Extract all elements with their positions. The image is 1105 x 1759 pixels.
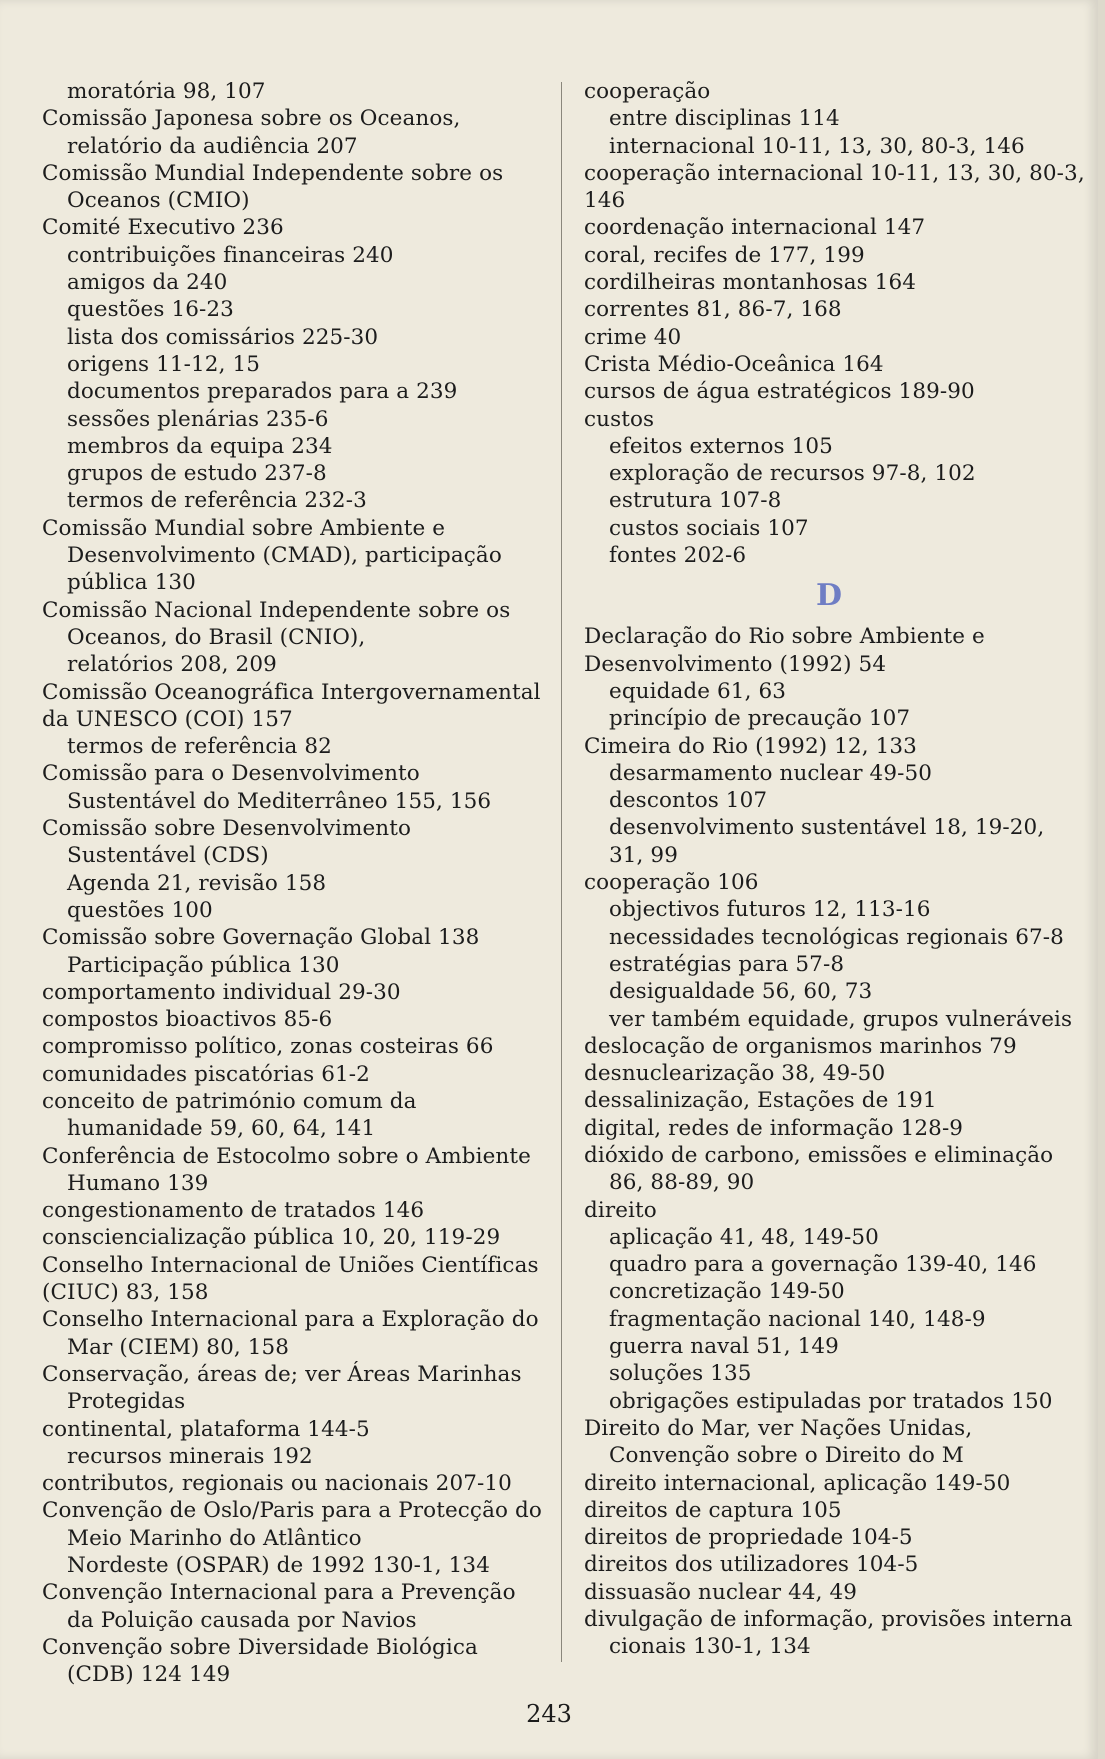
index-subentry: Humano 139 [67,1170,209,1196]
index-subentry: questões 100 [67,897,213,923]
index-subentry: princípio de precaução 107 [609,706,911,732]
index-subentry: moratória 98, 107 [67,79,266,104]
index-entry: correntes 81, 86-7, 168 [584,297,842,323]
index-subentry: Oceanos, do Brasil (CNIO), [67,624,366,650]
index-entry: cooperação [584,79,711,104]
index-entry: Conselho Internacional de Uniões Científicas [42,1252,539,1278]
index-subentry: cionais 130-1, 134 [609,1634,811,1660]
index-subentry: relatório da audiência 207 [67,133,358,159]
column-divider [561,82,562,1662]
index-entry: da UNESCO (COI) 157 [42,706,293,732]
index-entry: digital, redes de informação 128-9 [584,1115,964,1141]
index-entry: Cimeira do Rio (1992) 12, 133 [584,733,917,759]
index-entry: congestionamento de tratados 146 [42,1198,425,1224]
index-subentry: origens 11-12, 15 [67,351,261,377]
index-subentry: termos de referência 82 [67,734,332,760]
index-column-left [42,78,542,1689]
index-entry: cooperação 106 [584,870,759,896]
index-subentry: amigos da 240 [67,270,228,296]
index-entry: divulgação de informação, provisões interna [584,1607,1073,1633]
index-entry: compostos bioactivos 85-6 [42,1007,333,1033]
index-subentry: fragmentação nacional 140, 148-9 [609,1306,986,1332]
index-subentry: da Poluição causada por Navios [67,1607,417,1633]
index-entry: cooperação internacional 10-11, 13, 30, 80-3, [584,160,1085,186]
index-entry: deslocação de organismos marinhos 79 [584,1033,1017,1059]
index-subentry: quadro para a governação 139-40, 146 [609,1252,1037,1278]
index-entry: Comissão Nacional Independente sobre os [42,597,511,623]
index-entry: direitos de captura 105 [584,1497,842,1523]
page-number: 243 [526,1700,572,1728]
index-subentry: 86, 88-89, 90 [609,1170,755,1196]
index-subentry: desigualdade 56, 60, 73 [609,979,873,1005]
index-entry: direitos dos utilizadores 104-5 [584,1552,919,1578]
index-subentry: entre disciplinas 114 [609,106,840,132]
index-entry: Comissão para o Desenvolvimento [42,761,420,787]
index-entry: Comité Executivo 236 [42,215,284,241]
index-entry: Convenção Internacional para a Prevenção [42,1580,516,1606]
index-entry: continental, plataforma 144-5 [42,1416,370,1442]
index-subentry: Protegidas [67,1389,186,1415]
index-entry: consciencialização pública 10, 20, 119-29 [42,1225,501,1251]
index-entry: Convenção sobre Diversidade Biológica [42,1634,478,1660]
index-subentry: questões 16-23 [67,297,234,323]
index-entry: Comissão Mundial Independente sobre os [42,160,504,186]
index-subentry: termos de referência 232-3 [67,488,367,514]
index-entry: comportamento individual 29-30 [42,979,401,1005]
index-entry: Conferência de Estocolmo sobre o Ambiente [42,1143,531,1169]
index-entry: (CIUC) 83, 158 [42,1280,209,1306]
index-entry: Conservação, áreas de; ver Áreas Marinhas [42,1361,522,1387]
index-entry: coordenação internacional 147 [584,215,926,241]
index-entry: Comissão sobre Desenvolvimento [42,816,411,842]
index-subentry: soluções 135 [609,1361,752,1387]
index-column-right [584,78,1084,1661]
index-entry: custos [584,406,655,432]
index-entry: direito [584,1197,657,1223]
index-subentry: membros da equipa 234 [67,433,333,459]
index-subentry: estratégias para 57-8 [609,951,845,977]
index-subentry: desarmamento nuclear 49-50 [609,760,933,786]
index-entry: Desenvolvimento (1992) 54 [584,651,887,677]
index-entry: cursos de água estratégicos 189-90 [584,379,975,405]
index-subentry: pública 130 [67,570,196,596]
index-entry: Comissão Japonesa sobre os Oceanos, [42,106,461,132]
index-entry: desnuclearização 38, 49-50 [584,1061,886,1087]
index-subentry: Mar (CIEM) 80, 158 [67,1334,290,1360]
index-subentry: custos sociais 107 [609,515,809,541]
index-subentry: (CDB) 124 149 [67,1662,231,1688]
index-entry: Comissão sobre Governação Global 138 [42,925,480,951]
index-entry: dióxido de carbono, emissões e eliminação [584,1142,1054,1168]
index-subentry: necessidades tecnológicas regionais 67-8 [609,924,1064,950]
index-subentry: ver também equidade, grupos vulneráveis [609,1006,1073,1032]
index-subentry: relatórios 208, 209 [67,652,277,678]
index-subentry: aplicação 41, 48, 149-50 [609,1224,879,1250]
index-subentry: objectivos futuros 12, 113-16 [609,897,931,923]
index-subentry: Sustentável (CDS) [67,843,269,869]
index-subentry: Nordeste (OSPAR) de 1992 130-1, 134 [67,1553,490,1579]
index-entry: contributos, regionais ou nacionais 207-10 [42,1471,512,1497]
index-subentry: Meio Marinho do Atlântico [67,1525,362,1551]
index-subentry: equidade 61, 63 [609,678,786,704]
index-entry: dissuasão nuclear 44, 49 [584,1579,858,1605]
index-subentry: fontes 202-6 [609,543,747,569]
index-subentry: exploração de recursos 97-8, 102 [609,461,976,487]
index-entry: Declaração do Rio sobre Ambiente e [584,624,985,650]
index-entry: conceito de património comum da [42,1088,417,1114]
index-subentry: efeitos externos 105 [609,433,833,459]
index-entry: Convenção de Oslo/Paris para a Protecção do [42,1498,542,1524]
index-entry: cordilheiras montanhosas 164 [584,270,917,296]
index-subentry: concretização 149-50 [609,1279,845,1305]
index-entry: Comissão Mundial sobre Ambiente e [42,515,446,541]
index-subentry: internacional 10-11, 13, 30, 80-3, 146 [609,133,1025,159]
index-entry: dessalinização, Estações de 191 [584,1088,937,1114]
index-entry: 146 [584,188,626,214]
index-subentry: obrigações estipuladas por tratados 150 [609,1388,1053,1414]
index-subentry: Oceanos (CMIO) [67,188,250,214]
index-subentry: guerra naval 51, 149 [609,1334,839,1360]
index-entry: Direito do Mar, ver Nações Unidas, [584,1415,973,1441]
index-subentry: descontos 107 [609,788,768,814]
index-entry: Comissão Oceanográfica Intergovernamental [42,679,541,705]
index-entry: direitos de propriedade 104-5 [584,1525,913,1551]
index-subentry: 31, 99 [609,842,678,868]
index-entry: compromisso político, zonas costeiras 66 [42,1034,494,1060]
index-subentry: documentos preparados para a 239 [67,379,458,405]
index-entry: Conselho Internacional para a Exploração do [42,1307,539,1333]
index-subentry: contribuições financeiras 240 [67,242,394,268]
index-entry: direito internacional, aplicação 149-50 [584,1470,1011,1496]
index-subentry: recursos minerais 192 [67,1443,313,1469]
index-subentry: grupos de estudo 237-8 [67,461,327,487]
section-letter-heading: D [815,578,843,614]
index-subentry: Desenvolvimento (CMAD), participação [67,543,502,569]
index-entry: crime 40 [584,324,682,350]
index-entries-d [584,623,1084,1660]
index-subentry: Agenda 21, revisão 158 [67,870,327,896]
index-entry: comunidades piscatórias 61-2 [42,1061,370,1087]
index-subentry: humanidade 59, 60, 64, 141 [67,1116,376,1142]
index-subentry: Sustentável do Mediterrâneo 155, 156 [67,788,492,814]
index-entry: coral, recifes de 177, 199 [584,242,865,268]
index-subentry: sessões plenárias 235-6 [67,406,329,432]
index-subentry: lista dos comissários 225-30 [67,324,379,350]
index-subentry: estrutura 107-8 [609,488,782,514]
index-entry: Crista Médio-Oceânica 164 [584,351,884,377]
index-subentry: Participação pública 130 [67,952,340,978]
index-subentry: desenvolvimento sustentável 18, 19-20, [609,815,1045,841]
index-entries-c [584,78,1084,569]
index-subentry: Convenção sobre o Direito do M [609,1443,964,1469]
